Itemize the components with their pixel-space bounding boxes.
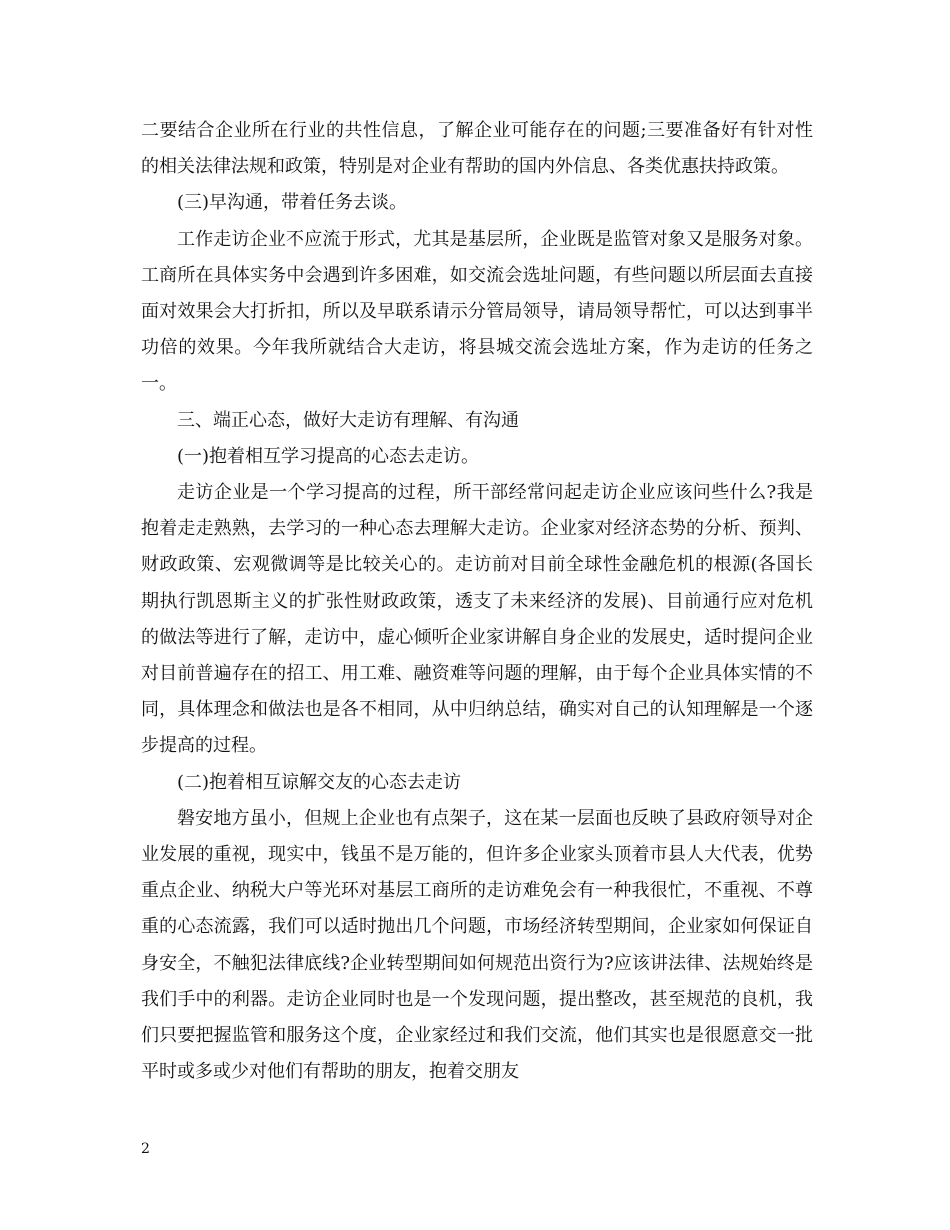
document-body [141, 113, 813, 1090]
section-heading: (一)抱着相互学习提高的心态去走访。 [177, 445, 480, 467]
paragraph: 磐安地方虽小，但规上企业也有点架子，这在某一层面也反映了县政府领导对企业发展的重视，现实中，钱虽不是万能的，但许多企业家头顶着市县人大代表，优势重点企业、纳税大户等光环对基层工商所的走访难免会有一种我很忙，不重视、不尊重的心态流露，我们可以适时抛出几个问题，市场经济转型期间，企业家如何保证自身安全，不触犯法律底线?企业转型期间如何规范出资行为?应该讲法律、法规始终是我们手中的利器。走访企业同时也是一个发现问题，提出整改，甚至规范的良机，我们只要把握监管和服务这个度，企业家经过和我们交流，他们其实也是很愿意交一批平时或多或少对他们有帮助的朋友，抱着交朋友 [141, 807, 813, 1083]
page-number: 2 [141, 1141, 150, 1157]
section-heading: 三、端正心态，做好大走访有理解、有沟通 [177, 409, 519, 431]
section-heading: (三)早沟通，带着任务去谈。 [177, 192, 408, 214]
section-heading: (二)抱着相互谅解交友的心态去走访 [177, 771, 462, 793]
paragraph: 走访企业是一个学习提高的过程，所干部经常问起走访企业应该问些什么?我是抱着走走熟熟，去学习的一种心态去理解大走访。企业家对经济态势的分析、预判、财政政策、宏观微调等是比较关心的。走访前对目前全球性金融危机的根源(各国长期执行凯恩斯主义的扩张性财政政策，透支了未来经济的发展)、目前通行应对危机的做法等进行了解，走访中，虚心倾听企业家讲解自身企业的发展史，适时提问企业对目前普遍存在的招工、用工难、融资难等问题的理解，由于每个企业具体实情的不同，具体理念和做法也是各不相同，从中归纳总结，确实对自己的认知理解是一个逐步提高的过程。 [141, 482, 813, 757]
paragraph: 工作走访企业不应流于形式，尤其是基层所，企业既是监管对象又是服务对象。工商所在具体实务中会遇到许多困难，如交流会选址问题，有些问题以所层面去直接面对效果会大打折扣，所以及早联系请示分管局领导，请局领导帮忙，可以达到事半功倍的效果。今年我所就结合大走访，将县城交流会选址方案，作为走访的任务之一。 [141, 228, 813, 395]
paragraph: 二要结合企业所在行业的共性信息，了解企业可能存在的问题;三要准备好有针对性的相关法律法规和政策，特别是对企业有帮助的国内外信息、各类优惠扶持政策。 [141, 120, 813, 178]
